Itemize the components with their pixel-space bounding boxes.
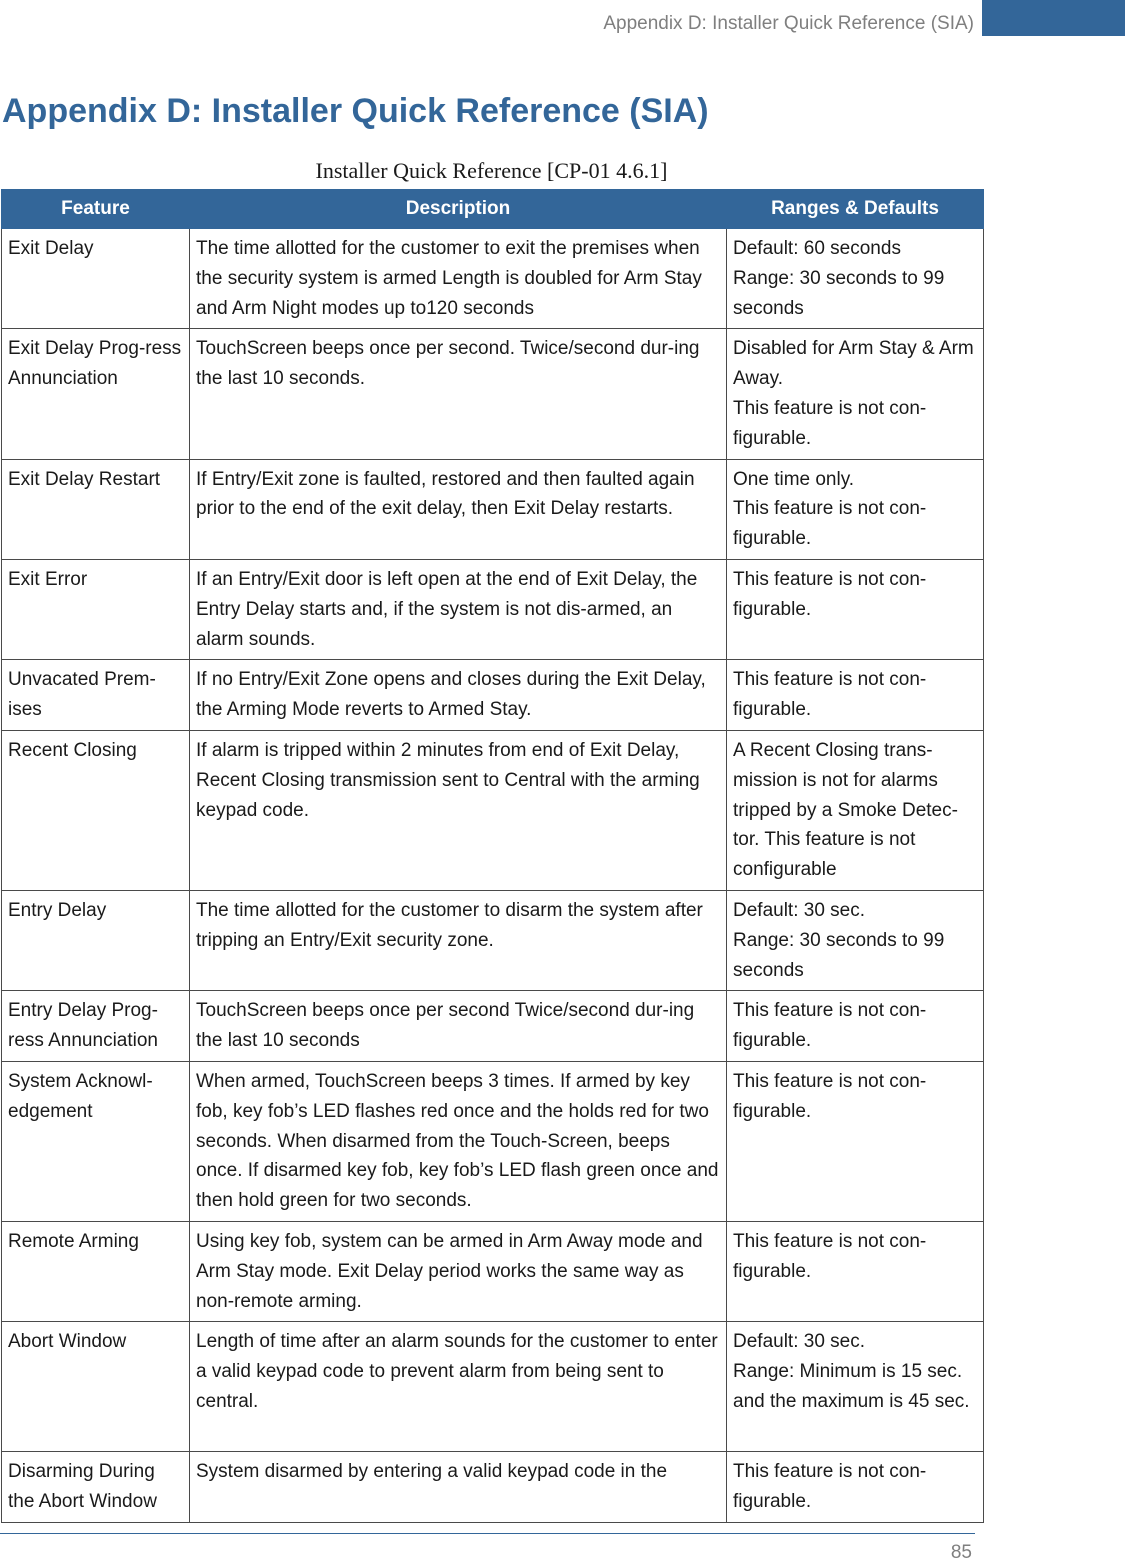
description-cell: The time allotted for the customer to exit the premises when the security system is armed Length is doubled for Arm Stay and Arm Night modes up to120 seconds bbox=[190, 229, 727, 329]
column-header-description: Description bbox=[190, 190, 727, 229]
feature-cell: Remote Arming bbox=[2, 1221, 190, 1321]
ranges-line: This feature is not con-figurable. bbox=[733, 1070, 927, 1122]
ranges-line: Range: Minimum is 15 sec. and the maximum is 45 sec. bbox=[733, 1361, 970, 1412]
ranges-cell bbox=[727, 1452, 984, 1523]
description-cell: If alarm is tripped within 2 minutes from end of Exit Delay, Recent Closing transmission sent to Central with the arming keypad code. bbox=[190, 730, 727, 890]
table-row bbox=[2, 459, 984, 559]
ranges-line: Default: 30 sec. bbox=[733, 1331, 866, 1353]
ranges-cell bbox=[727, 459, 984, 559]
page-number: 85 bbox=[950, 1542, 972, 1563]
description-cell: If Entry/Exit zone is faulted, restored and then faulted again prior to the end of the exit delay, then Exit Delay restarts. bbox=[190, 459, 727, 559]
feature-cell: Unvacated Prem-ises bbox=[2, 660, 190, 731]
table-row bbox=[2, 1221, 984, 1321]
table-row bbox=[2, 229, 984, 329]
ranges-line: This feature is not con-figurable. bbox=[733, 397, 927, 449]
table-row bbox=[2, 890, 984, 990]
ranges-line: Range: 30 seconds to 99 seconds bbox=[733, 929, 945, 981]
page-title: Appendix D: Installer Quick Reference (SIA) bbox=[2, 92, 709, 130]
running-header: Appendix D: Installer Quick Reference (SIA) bbox=[603, 13, 974, 34]
description-cell: When armed, TouchScreen beeps 3 times. If armed by key fob, key fob’s LED flashes red once and the holds red for two seconds. When disarmed from the Touch-Screen, beeps once. If disarmed key fob, key fob’s LED flash green once and then hold green for two seconds. bbox=[190, 1061, 727, 1221]
column-header-ranges-defaults: Ranges & Defaults bbox=[727, 190, 984, 229]
feature-cell: Recent Closing bbox=[2, 730, 190, 890]
description-cell: Using key fob, system can be armed in Arm Away mode and Arm Stay mode. Exit Delay period works the same way as non-remote arming. bbox=[190, 1221, 727, 1321]
installer-quick-reference-table bbox=[1, 189, 984, 1523]
feature-cell: Abort Window bbox=[2, 1322, 190, 1452]
table-row bbox=[2, 559, 984, 659]
header-color-block bbox=[982, 0, 1125, 36]
table-caption: Installer Quick Reference [CP-01 4.6.1] bbox=[315, 158, 668, 183]
ranges-line: A Recent Closing trans-mission is not for alarms tripped by a Smoke Detec-tor. This feature is not configurable bbox=[733, 739, 958, 881]
table-row bbox=[2, 1452, 984, 1523]
ranges-cell bbox=[727, 1221, 984, 1321]
description-cell: If no Entry/Exit Zone opens and closes during the Exit Delay, the Arming Mode reverts to Armed Stay. bbox=[190, 660, 727, 731]
table-row bbox=[2, 329, 984, 459]
ranges-line: This feature is not con-figurable. bbox=[733, 568, 927, 620]
ranges-cell bbox=[727, 991, 984, 1062]
table-row bbox=[2, 991, 984, 1062]
description-cell: TouchScreen beeps once per second Twice/second dur-ing the last 10 seconds bbox=[190, 991, 727, 1062]
description-cell: System disarmed by entering a valid keypad code in the bbox=[190, 1452, 727, 1523]
ranges-cell bbox=[727, 1322, 984, 1452]
description-cell: If an Entry/Exit door is left open at the end of Exit Delay, the Entry Delay starts and, if the system is not dis-armed, an alarm sounds. bbox=[190, 559, 727, 659]
ranges-line: One time only. bbox=[733, 468, 855, 490]
feature-cell: Entry Delay bbox=[2, 890, 190, 990]
ranges-cell bbox=[727, 229, 984, 329]
feature-cell: Exit Delay Restart bbox=[2, 459, 190, 559]
table-row bbox=[2, 1322, 984, 1452]
description-cell: The time allotted for the customer to disarm the system after tripping an Entry/Exit security zone. bbox=[190, 890, 727, 990]
ranges-line: This feature is not con-figurable. bbox=[733, 1461, 927, 1513]
table-row bbox=[2, 1061, 984, 1221]
feature-cell: Disarming During the Abort Window bbox=[2, 1452, 190, 1523]
feature-cell: System Acknowl-edgement bbox=[2, 1061, 190, 1221]
ranges-cell bbox=[727, 1061, 984, 1221]
ranges-cell bbox=[727, 559, 984, 659]
table-row bbox=[2, 660, 984, 731]
ranges-cell bbox=[727, 329, 984, 459]
footer-rule bbox=[0, 1533, 975, 1534]
feature-cell: Entry Delay Prog-ress Annunciation bbox=[2, 991, 190, 1062]
ranges-line: Default: 30 sec. bbox=[733, 899, 866, 921]
ranges-cell bbox=[727, 890, 984, 990]
feature-cell: Exit Delay bbox=[2, 229, 190, 329]
ranges-line: Disabled for Arm Stay & Arm Away. bbox=[733, 338, 974, 390]
ranges-cell bbox=[727, 660, 984, 731]
ranges-line: This feature is not con-figurable. bbox=[733, 1230, 927, 1282]
table-row bbox=[2, 730, 984, 890]
table-header-row bbox=[2, 190, 984, 229]
ranges-line: This feature is not con-figurable. bbox=[733, 669, 927, 721]
feature-cell: Exit Error bbox=[2, 559, 190, 659]
description-cell: Length of time after an alarm sounds for the customer to enter a valid keypad code to prevent alarm from being sent to central. bbox=[190, 1322, 727, 1452]
ranges-line: Range: 30 seconds to 99 seconds bbox=[733, 267, 945, 319]
description-cell: TouchScreen beeps once per second. Twice/second dur-ing the last 10 seconds. bbox=[190, 329, 727, 459]
ranges-cell bbox=[727, 730, 984, 890]
ranges-line: This feature is not con-figurable. bbox=[733, 1000, 927, 1052]
feature-cell: Exit Delay Prog-ress Annunciation bbox=[2, 329, 190, 459]
column-header-feature: Feature bbox=[2, 190, 190, 229]
ranges-line: This feature is not con-figurable. bbox=[733, 498, 927, 550]
ranges-line: Default: 60 seconds bbox=[733, 238, 901, 259]
